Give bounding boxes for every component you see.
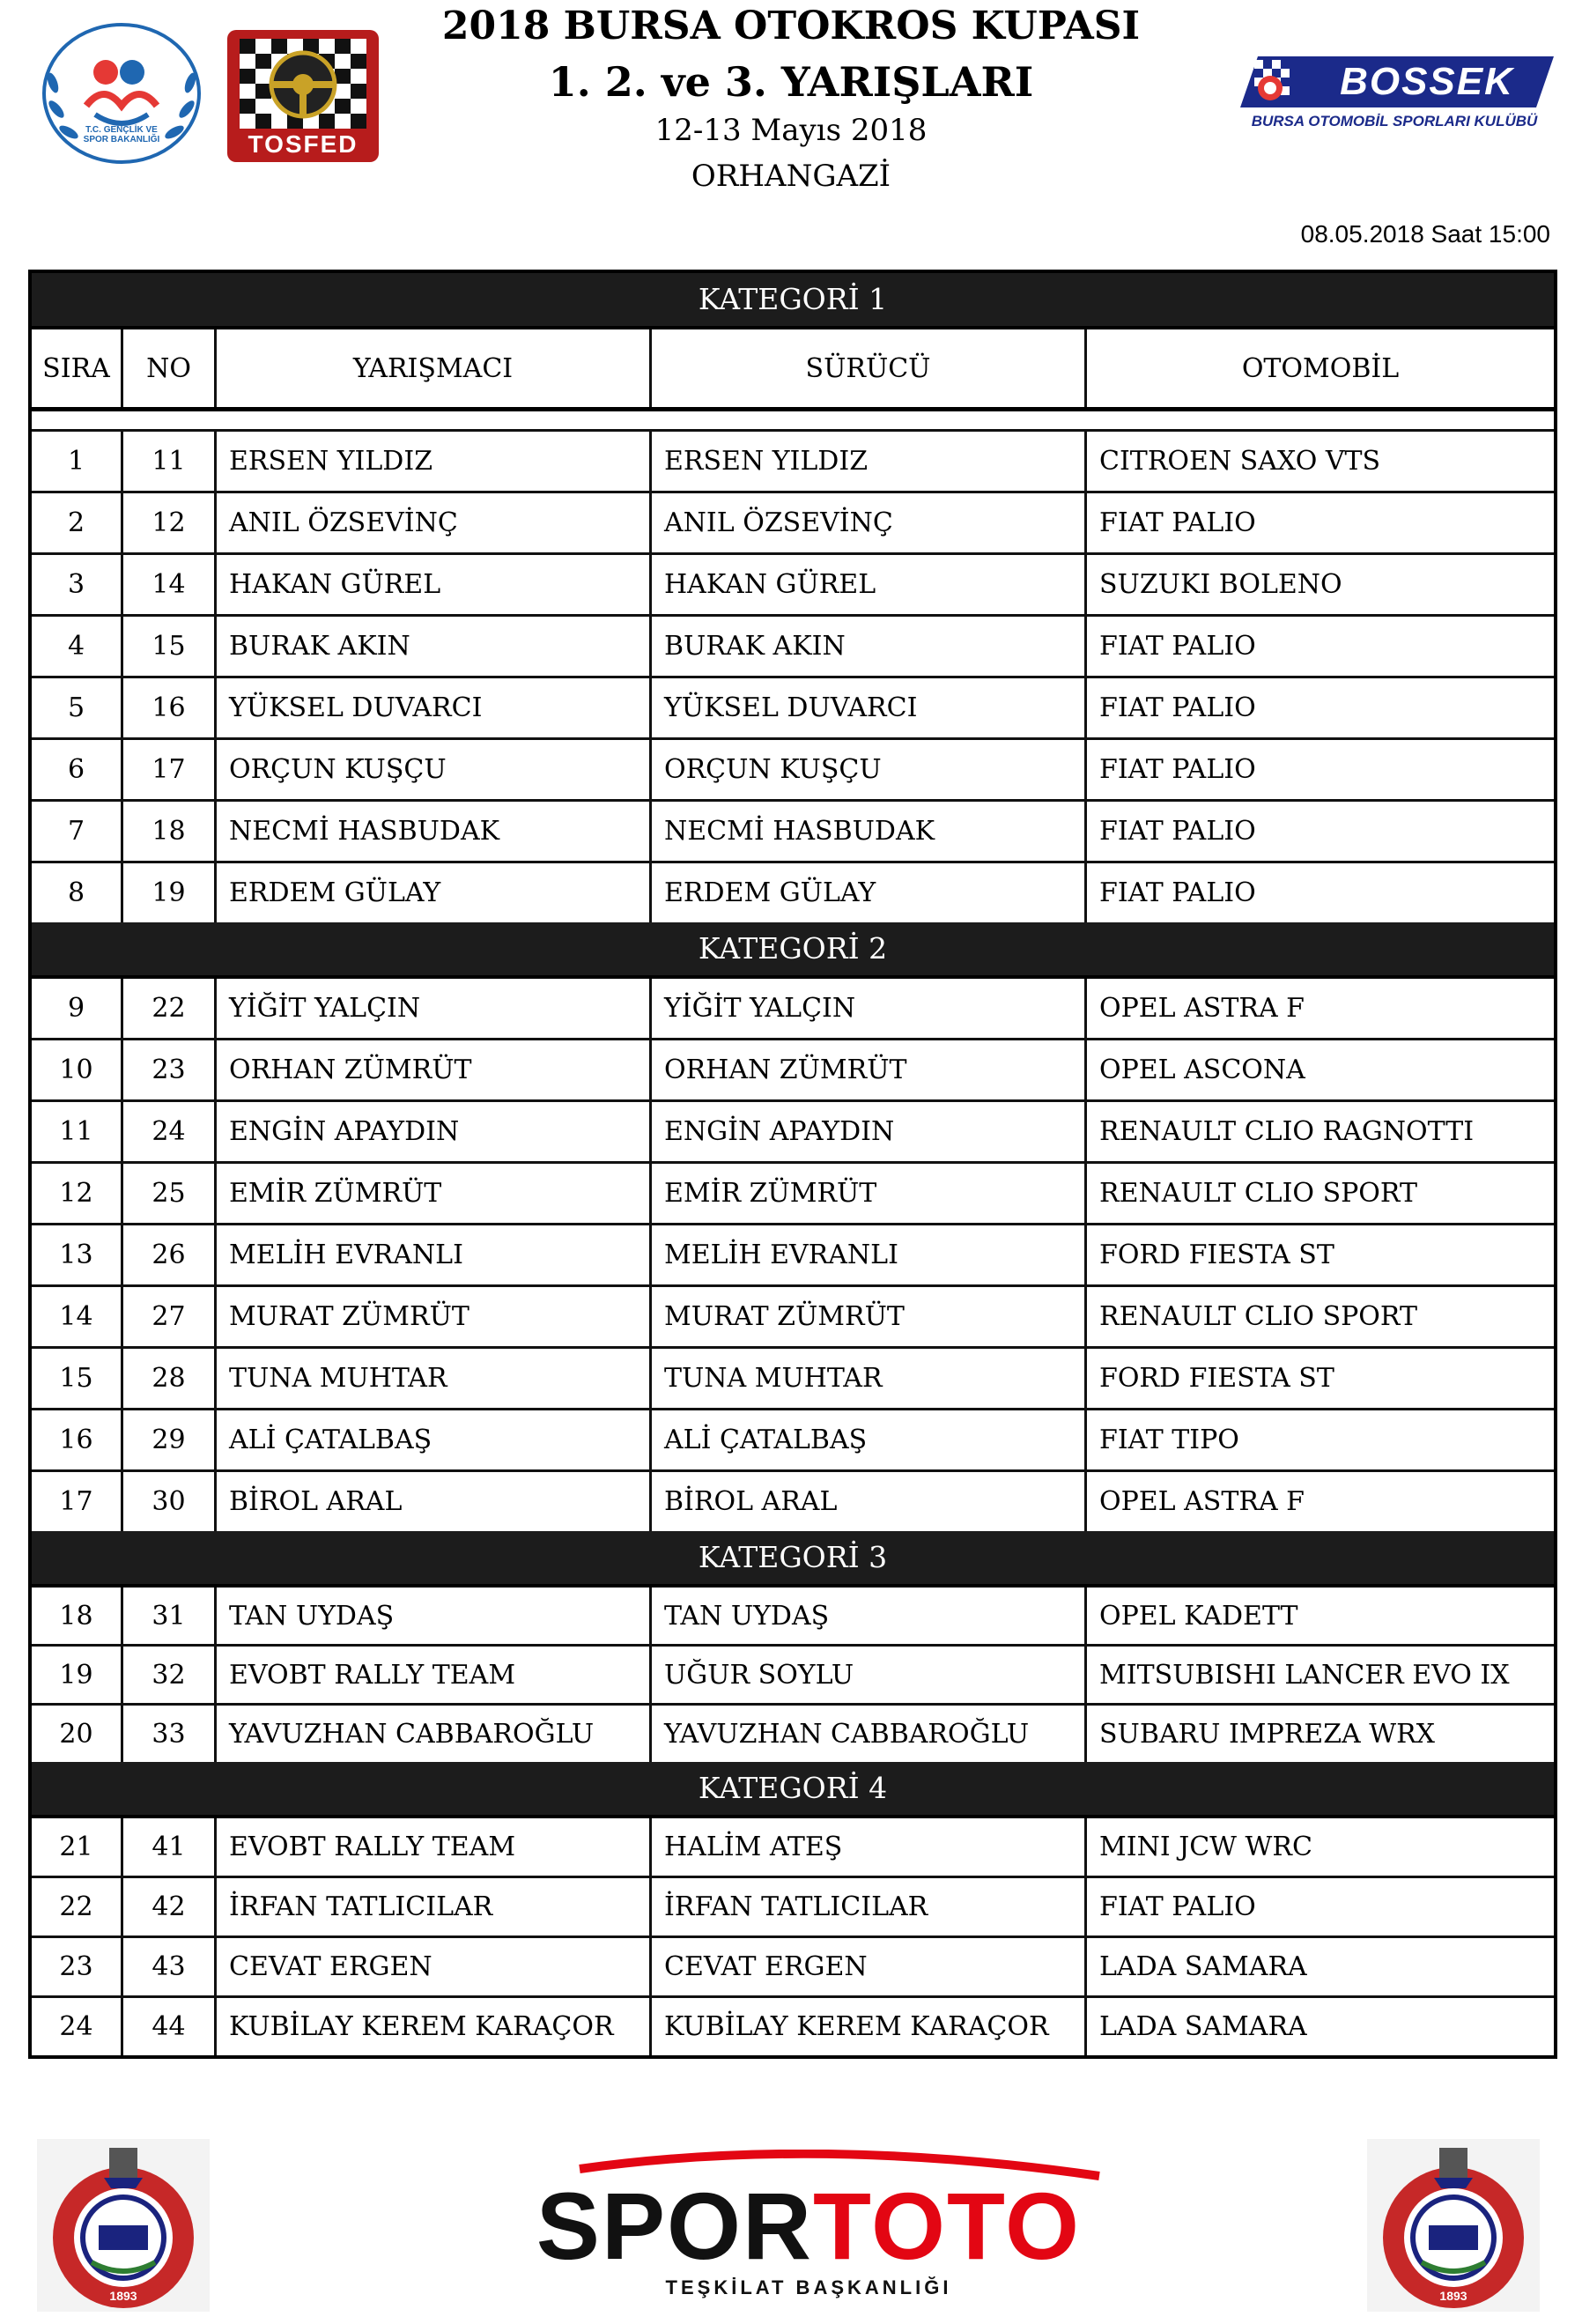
- cell-yarismaci: İRFAN TATLICILAR: [217, 1878, 652, 1935]
- cell-surucu: UĞUR SOYLU: [652, 1647, 1087, 1703]
- cell-no: 14: [123, 555, 217, 614]
- cell-yarismaci: MELİH EVRANLI: [217, 1225, 652, 1284]
- cell-otomobil: MITSUBISHI LANCER EVO IX: [1099, 1659, 1510, 1691]
- cell-yarismaci: NECMİ HASBUDAK: [217, 802, 652, 861]
- cell-no: 11: [123, 432, 217, 491]
- cell-sira: 11: [32, 1102, 123, 1161]
- cell-yarismaci: YÜKSEL DUVARCI: [217, 678, 652, 737]
- cell-no: 44: [123, 1998, 217, 2055]
- tosfed-logo: [227, 30, 379, 162]
- cell-no: 42: [123, 1878, 217, 1935]
- cell-surucu: NECMİ HASBUDAK: [652, 802, 1087, 861]
- cell-surucu: BİROL ARAL: [652, 1472, 1087, 1531]
- cell-otomobil: SUBARU IMPREZA WRX: [1099, 1718, 1436, 1750]
- cell-sira: 15: [32, 1349, 123, 1408]
- table-row: [32, 863, 1554, 922]
- cell-otomobil: FIAT PALIO: [1099, 631, 1256, 662]
- tosfed-logo-text: TOSFED: [248, 130, 359, 158]
- cell-sira: 17: [32, 1472, 123, 1531]
- table-row: [32, 802, 1554, 863]
- cell-surucu: YİĞİT YALÇIN: [652, 979, 1087, 1038]
- gsb-logo-text: T.C. GENÇLİK VE SPOR BAKANLIĞI: [83, 125, 160, 144]
- table-row: [32, 1410, 1554, 1472]
- table-row: [32, 1472, 1554, 1531]
- cell-yarismaci: ORÇUN KUŞÇU: [217, 740, 652, 799]
- cell-sira: 8: [32, 863, 123, 922]
- cell-sira: 3: [32, 555, 123, 614]
- category-rows: [32, 979, 1554, 1531]
- cell-yarismaci: YAVUZHAN CABBAROĞLU: [217, 1706, 652, 1762]
- cell-yarismaci: ENGİN APAYDIN: [217, 1102, 652, 1161]
- header-spacer: [32, 411, 1554, 432]
- cell-yarismaci: TAN UYDAŞ: [217, 1588, 652, 1644]
- cell-otomobil: FIAT PALIO: [1099, 507, 1256, 538]
- cell-otomobil: FIAT PALIO: [1099, 1891, 1256, 1922]
- cell-surucu: MELİH EVRANLI: [652, 1225, 1087, 1284]
- cell-surucu: YAVUZHAN CABBAROĞLU: [652, 1706, 1087, 1762]
- cell-yarismaci: ERSEN YILDIZ: [217, 432, 652, 491]
- cell-otomobil: FORD FIESTA ST: [1099, 1240, 1334, 1270]
- cell-otomobil: FIAT TIPO: [1099, 1425, 1239, 1455]
- cell-surucu: ORHAN ZÜMRÜT: [652, 1040, 1087, 1099]
- table-row: [32, 1938, 1554, 1998]
- orhangazi-belediyesi-logo-left: [37, 2139, 210, 2312]
- cell-yarismaci: TUNA MUHTAR: [217, 1349, 652, 1408]
- cell-no: 15: [123, 617, 217, 676]
- cell-sira: 23: [32, 1938, 123, 1995]
- table-row: [32, 1998, 1554, 2055]
- cell-yarismaci: EVOBT RALLY TEAM: [217, 1647, 652, 1703]
- cell-sira: 6: [32, 740, 123, 799]
- competitor-table: [28, 270, 1557, 2059]
- cell-sira: 22: [32, 1878, 123, 1935]
- table-row: [32, 1706, 1554, 1762]
- cell-sira: 7: [32, 802, 123, 861]
- cell-surucu: İRFAN TATLICILAR: [652, 1878, 1087, 1935]
- cell-yarismaci: KUBİLAY KEREM KARAÇOR: [217, 1998, 652, 2055]
- cell-yarismaci: MURAT ZÜMRÜT: [217, 1287, 652, 1346]
- table-row: [32, 432, 1554, 493]
- cell-no: 24: [123, 1102, 217, 1161]
- cell-sira: 10: [32, 1040, 123, 1099]
- column-header-otomobil: OTOMOBİL: [1241, 352, 1400, 384]
- table-row: [32, 1164, 1554, 1225]
- cell-sira: 16: [32, 1410, 123, 1469]
- cell-otomobil: SUZUKI BOLENO: [1099, 569, 1342, 600]
- bossek-name: BOSSEK: [1340, 60, 1514, 103]
- cell-sira: 12: [32, 1164, 123, 1223]
- cell-no: 16: [123, 678, 217, 737]
- table-row: [32, 1647, 1554, 1706]
- cell-yarismaci: ANIL ÖZSEVİNÇ: [217, 493, 652, 552]
- category-rows: [32, 1588, 1554, 1762]
- cell-sira: 5: [32, 678, 123, 737]
- title-line1: 2018 BURSA OTOKROS KUPASI: [441, 4, 1141, 48]
- cell-otomobil: FIAT PALIO: [1099, 877, 1256, 908]
- table-row: [32, 555, 1554, 617]
- cell-sira: 19: [32, 1647, 123, 1703]
- cell-otomobil: FIAT PALIO: [1099, 754, 1256, 785]
- cell-surucu: HAKAN GÜREL: [652, 555, 1087, 614]
- cell-surucu: ALİ ÇATALBAŞ: [652, 1410, 1087, 1469]
- sportoto-logo: [483, 2150, 1135, 2308]
- cell-no: 29: [123, 1410, 217, 1469]
- cell-sira: 14: [32, 1287, 123, 1346]
- cell-no: 28: [123, 1349, 217, 1408]
- cell-yarismaci: EMİR ZÜMRÜT: [217, 1164, 652, 1223]
- cell-surucu: ANIL ÖZSEVİNÇ: [652, 493, 1087, 552]
- cell-surucu: BURAK AKIN: [652, 617, 1087, 676]
- column-header-row: [32, 329, 1554, 411]
- cell-yarismaci: ORHAN ZÜMRÜT: [217, 1040, 652, 1099]
- sportoto-subtitle: TEŞKİLAT BAŞKANLIĞI: [665, 2276, 952, 2298]
- cell-no: 12: [123, 493, 217, 552]
- cell-sira: 24: [32, 1998, 123, 2055]
- column-header-yarismaci: YARIŞMACI: [217, 329, 652, 407]
- cell-otomobil: MINI JCW WRC: [1099, 1832, 1312, 1862]
- bossek-logo: [1228, 56, 1554, 136]
- column-header-sira: SIRA: [32, 329, 123, 407]
- table-row: [32, 617, 1554, 678]
- cell-sira: 13: [32, 1225, 123, 1284]
- cell-sira: 1: [32, 432, 123, 491]
- cell-sira: 9: [32, 979, 123, 1038]
- cell-otomobil: OPEL ASCONA: [1099, 1055, 1305, 1085]
- table-row: [32, 1878, 1554, 1938]
- cell-no: 27: [123, 1287, 217, 1346]
- cell-yarismaci: CEVAT ERGEN: [217, 1938, 652, 1995]
- cell-surucu: ORÇUN KUŞÇU: [652, 740, 1087, 799]
- cell-sira: 18: [32, 1588, 123, 1644]
- cell-sira: 21: [32, 1818, 123, 1876]
- event-location: ORHANGAZİ: [691, 159, 891, 194]
- cell-yarismaci: BİROL ARAL: [217, 1472, 652, 1531]
- cell-no: 31: [123, 1588, 217, 1644]
- cell-otomobil: OPEL ASTRA F: [1099, 1486, 1305, 1517]
- cell-no: 41: [123, 1818, 217, 1876]
- cell-otomobil: OPEL ASTRA F: [1099, 993, 1305, 1024]
- column-header-surucu: SÜRÜCÜ: [652, 329, 1087, 407]
- cell-surucu: EMİR ZÜMRÜT: [652, 1164, 1087, 1223]
- belediye-year-left: 1893: [109, 2289, 137, 2303]
- cell-no: 25: [123, 1164, 217, 1223]
- event-dates: 12-13 Mayıs 2018: [654, 113, 928, 148]
- cell-yarismaci: EVOBT RALLY TEAM: [217, 1818, 652, 1876]
- cell-no: 43: [123, 1938, 217, 1995]
- table-row: [32, 1225, 1554, 1287]
- cell-yarismaci: ERDEM GÜLAY: [217, 863, 652, 922]
- cell-no: 26: [123, 1225, 217, 1284]
- cell-no: 18: [123, 802, 217, 861]
- cell-surucu: TUNA MUHTAR: [652, 1349, 1087, 1408]
- cell-yarismaci: ALİ ÇATALBAŞ: [217, 1410, 652, 1469]
- cell-otomobil: RENAULT CLIO SPORT: [1099, 1301, 1417, 1332]
- cell-otomobil: LADA SAMARA: [1099, 1951, 1307, 1982]
- orhangazi-belediyesi-logo-right: [1367, 2139, 1540, 2312]
- bossek-subtitle: BURSA OTOMOBİL SPORLARI KULÜBÜ: [1251, 113, 1538, 130]
- cell-otomobil: FORD FIESTA ST: [1099, 1363, 1334, 1394]
- cell-no: 30: [123, 1472, 217, 1531]
- table-row: [32, 740, 1554, 802]
- cell-surucu: MURAT ZÜMRÜT: [652, 1287, 1087, 1346]
- timestamp: 08.05.2018 Saat 15:00: [1300, 220, 1550, 248]
- cell-no: 33: [123, 1706, 217, 1762]
- cell-otomobil: RENAULT CLIO SPORT: [1099, 1178, 1417, 1209]
- cell-no: 32: [123, 1647, 217, 1703]
- cell-no: 17: [123, 740, 217, 799]
- table-row: [32, 1588, 1554, 1647]
- cell-surucu: ERSEN YILDIZ: [652, 432, 1087, 491]
- cell-yarismaci: BURAK AKIN: [217, 617, 652, 676]
- cell-no: 23: [123, 1040, 217, 1099]
- category-header: KATEGORİ 4: [32, 1762, 1554, 1818]
- cell-otomobil: RENAULT CLIO RAGNOTTI: [1099, 1116, 1475, 1147]
- belediye-year-right: 1893: [1439, 2289, 1467, 2303]
- cell-sira: 4: [32, 617, 123, 676]
- sportoto-spor: SPOR: [536, 2172, 813, 2279]
- table-row: [32, 678, 1554, 740]
- cell-otomobil: FIAT PALIO: [1099, 692, 1256, 723]
- title-line2: 1. 2. ve 3. YARIŞLARI: [548, 58, 1034, 106]
- table-row: [32, 1818, 1554, 1878]
- cell-otomobil: CITROEN SAXO VTS: [1099, 446, 1381, 477]
- cell-otomobil: LADA SAMARA: [1099, 2011, 1307, 2042]
- cell-no: 22: [123, 979, 217, 1038]
- table-row: [32, 979, 1554, 1040]
- cell-yarismaci: HAKAN GÜREL: [217, 555, 652, 614]
- cell-no: 19: [123, 863, 217, 922]
- cell-surucu: YÜKSEL DUVARCI: [652, 678, 1087, 737]
- column-header-no: NO: [123, 329, 217, 407]
- cell-sira: 20: [32, 1706, 123, 1762]
- cell-surucu: ERDEM GÜLAY: [652, 863, 1087, 922]
- cell-surucu: HALİM ATEŞ: [652, 1818, 1087, 1876]
- cell-surucu: KUBİLAY KEREM KARAÇOR: [652, 1998, 1087, 2055]
- cell-surucu: ENGİN APAYDIN: [652, 1102, 1087, 1161]
- sportoto-toto: TOTO: [813, 2172, 1082, 2279]
- category-header: KATEGORİ 2: [32, 922, 1554, 979]
- cell-otomobil: OPEL KADETT: [1099, 1600, 1298, 1632]
- gsb-logo: [33, 21, 210, 171]
- table-row: [32, 1040, 1554, 1102]
- cell-surucu: CEVAT ERGEN: [652, 1938, 1087, 1995]
- table-row: [32, 493, 1554, 555]
- category-rows: [32, 1818, 1554, 2055]
- cell-surucu: TAN UYDAŞ: [652, 1588, 1087, 1644]
- cell-otomobil: FIAT PALIO: [1099, 816, 1256, 847]
- category-rows: [32, 432, 1554, 922]
- cell-sira: 2: [32, 493, 123, 552]
- category-header: KATEGORİ 1: [32, 273, 1554, 329]
- table-row: [32, 1287, 1554, 1349]
- table-row: [32, 1102, 1554, 1164]
- category-header: KATEGORİ 3: [32, 1531, 1554, 1588]
- cell-yarismaci: YİĞİT YALÇIN: [217, 979, 652, 1038]
- table-row: [32, 1349, 1554, 1410]
